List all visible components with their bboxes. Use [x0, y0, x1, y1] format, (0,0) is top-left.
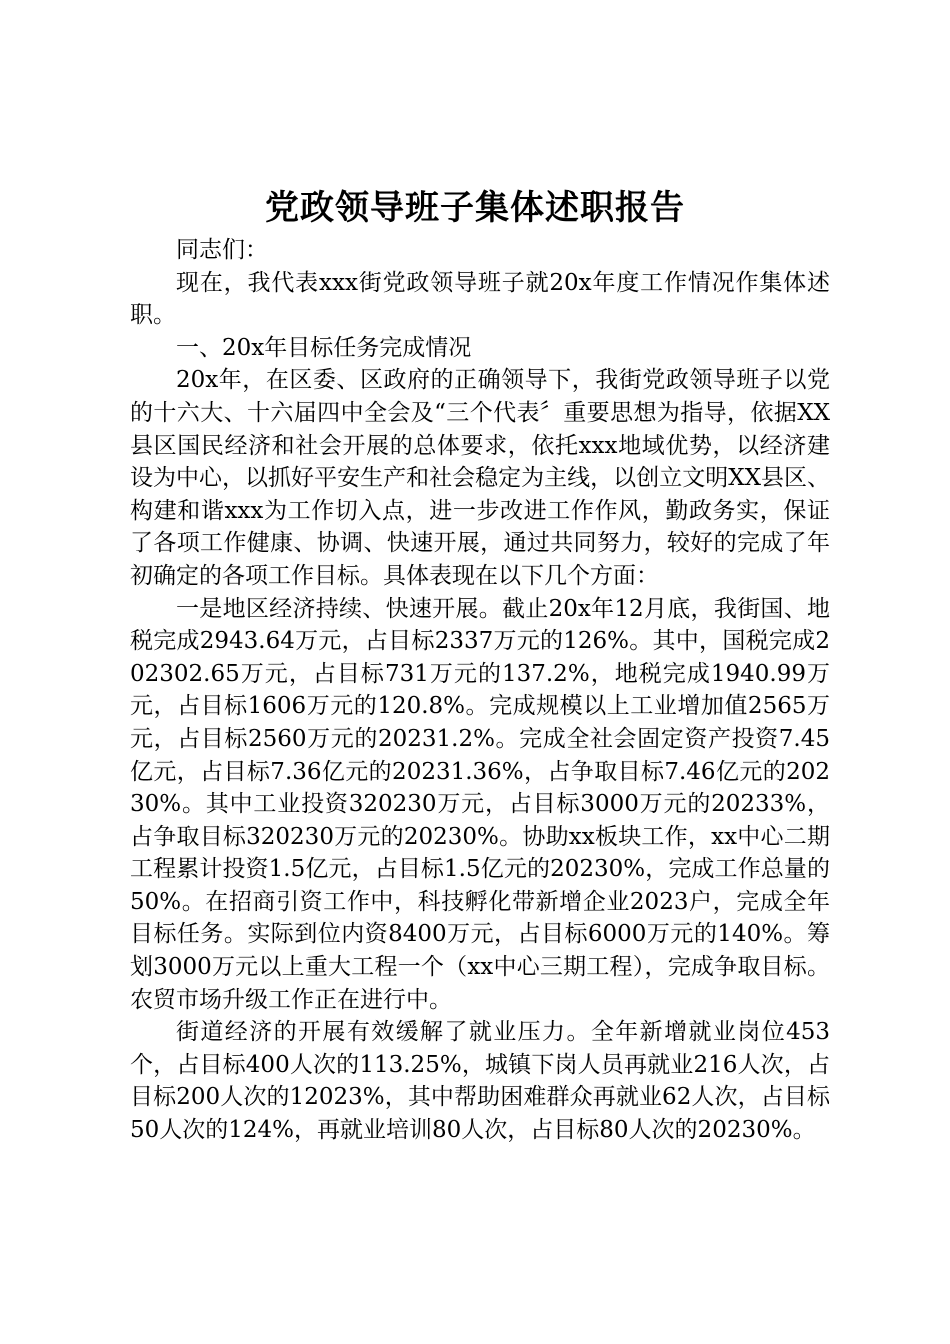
paragraph-employment: 街道经济的开展有效缓解了就业压力。全年新增就业岗位453个，占目标400人次的113.25%，城镇下岗人员再就业216人次，占目标200人次的12023%，其中帮助困难群众再就业62人次，占目标50人次的124%，再就业培训80人次，占目标80人次的20230%。: [130, 1019, 830, 1144]
page-title: 党政领导班子集体述职报告: [265, 188, 685, 228]
section-heading: 一、20x年目标任务完成情况: [176, 334, 472, 361]
paragraph-economy: 一是地区经济持续、快速开展。截止20x年12月底，我街国、地税完成2943.64万元，占目标2337万元的126%。其中，国税完成202302.65万元，占目标731万元的137.2%，地税完成1940.99万元，占目标1606万元的120.8%。完成规模以上工业增加值2565万元，占目标2560万元的20231.2%。完成全社会固定资产投资7.45亿元，占目标7.36亿元的20231.36%，占争取目标7.46亿元的20230%。其中工业投资320230万元，占目标3000万元的20233%，占争取目标320230万元的20230%。协助xx板块工作，xx中心二期工程累计投资1.5亿元，占目标1.5亿元的20230%，完成工作总量的50%。在招商引资工作中，科技孵化带新增企业2023户，完成全年目标任务。实际到位内资8400万元，占目标6000万元的140%。筹划3000万元以上重大工程一个（xx中心三期工程），完成争取目标。农贸市场升级工作正在进行中。: [130, 595, 830, 1013]
paragraph-overview: 20x年，在区委、区政府的正确领导下，我街党政领导班子以党的十六大、十六届四中全会及“三个代表〞重要思想为指导，依据XX县区国民经济和社会开展的总体要求，依托xxx地域优势，以经济建设为中心，以抓好平安生产和社会稳定为主线，以创立文明XX县区、构建和谐xxx为工作切入点，进一步改进工作作风，勤政务实，保证了各项工作健康、协调、快速开展，通过共同努力，较好的完成了年初确定的各项工作目标。具体表现在以下几个方面：: [130, 367, 830, 589]
document-body: [130, 234, 830, 1147]
paragraph-salutation: 同志们：: [176, 237, 268, 263]
paragraph-intro: 现在，我代表xxx街党政领导班子就20x年度工作情况作集体述职。: [130, 269, 830, 329]
